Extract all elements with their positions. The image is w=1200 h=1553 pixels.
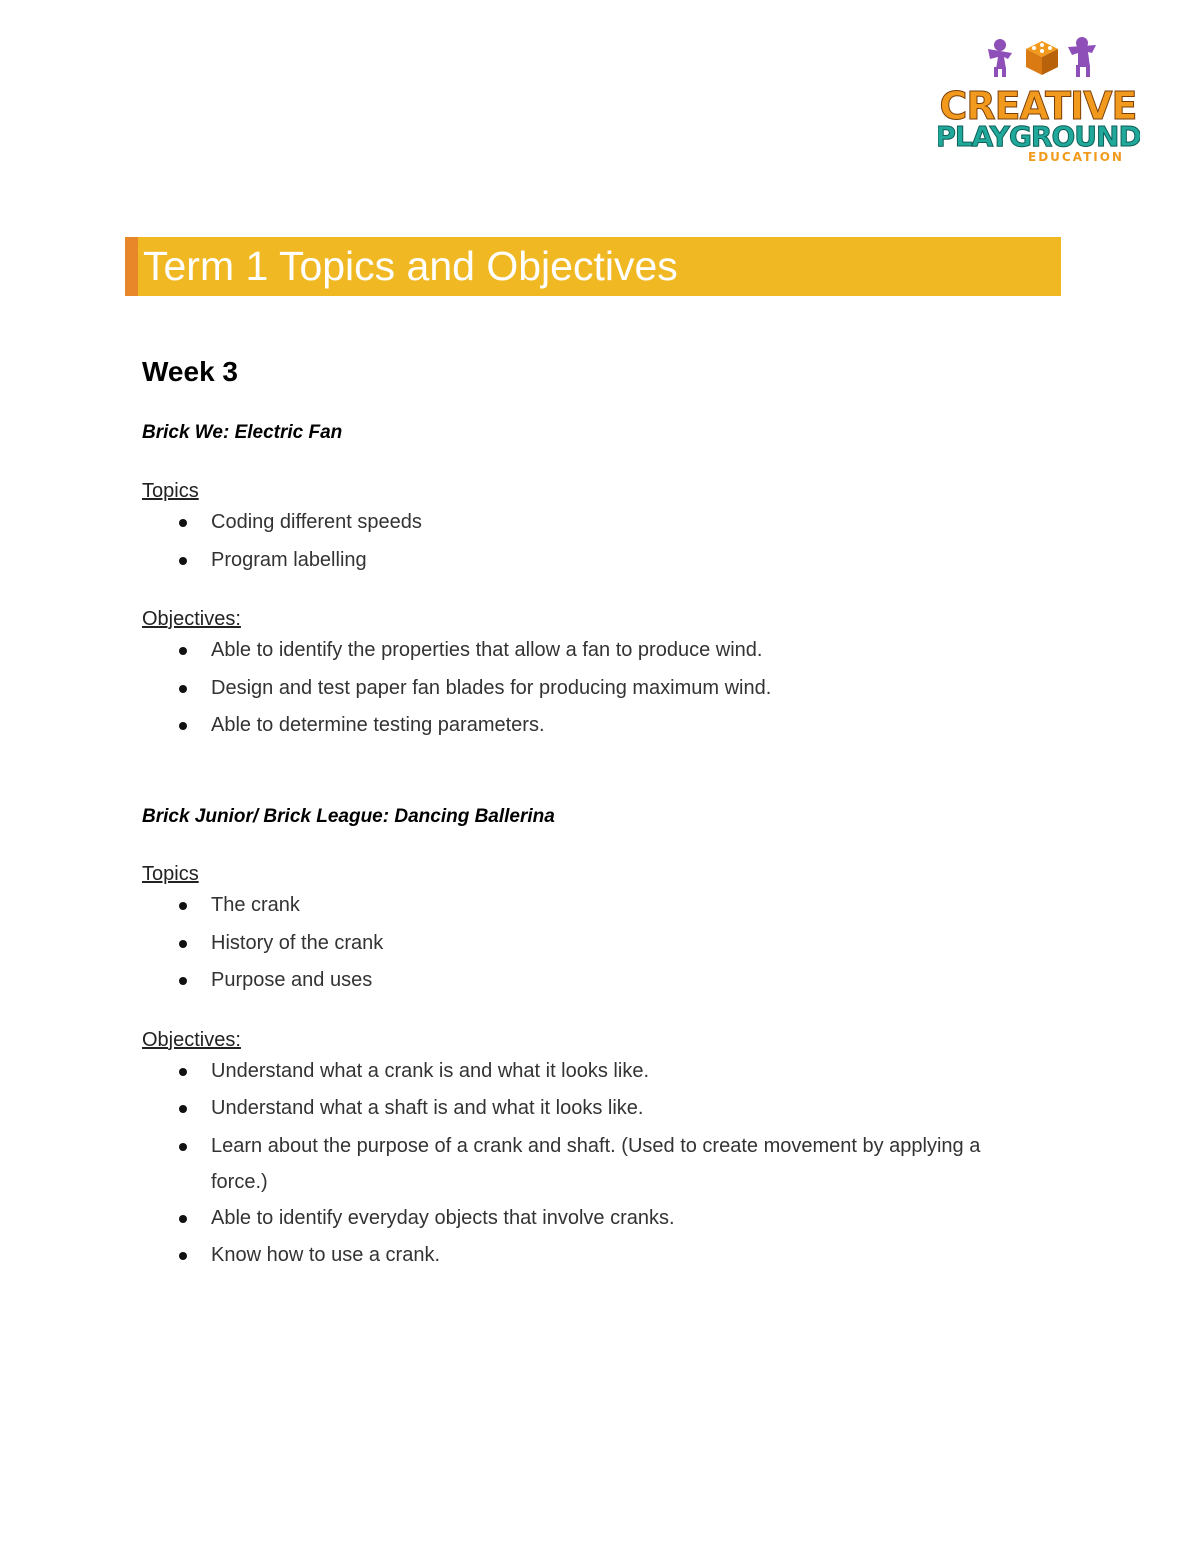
bullet-icon xyxy=(179,1252,187,1260)
bullet-icon xyxy=(179,1143,187,1151)
topics-heading: Topics xyxy=(142,480,199,502)
bullet-icon xyxy=(179,1068,187,1076)
list-item: Able to identify everyday objects that involve cranks. xyxy=(142,1200,1062,1238)
bullet-icon xyxy=(179,557,187,565)
logo-figure-right-icon xyxy=(1068,37,1096,77)
course-title: Brick We: Electric Fan xyxy=(142,422,343,443)
objectives-heading: Objectives: xyxy=(142,1028,241,1051)
logo-block-icon xyxy=(1026,41,1058,75)
bullet-icon xyxy=(179,722,187,730)
course-section-1 xyxy=(142,421,1062,745)
objectives-list xyxy=(142,632,1062,745)
bullet-icon xyxy=(179,1105,187,1113)
bullet-icon xyxy=(179,940,187,948)
bullet-icon xyxy=(179,902,187,910)
banner-accent-bar xyxy=(125,237,138,296)
list-item: Able to identify the properties that allow a fan to produce wind. xyxy=(142,632,1062,670)
topics-list xyxy=(142,887,1062,1000)
list-item: Understand what a crank is and what it looks like. xyxy=(142,1053,1062,1091)
course-title: Brick Junior/ Brick League: Dancing Ballerina xyxy=(142,806,555,827)
list-item: Know how to use a crank. xyxy=(142,1237,1062,1275)
title-banner xyxy=(125,237,1061,296)
objectives-heading: Objectives: xyxy=(142,608,241,630)
bullet-icon xyxy=(179,685,187,693)
list-item: Learn about the purpose of a crank and shaft. (Used to create movement by applying a force.) xyxy=(142,1128,1062,1200)
creative-playground-logo xyxy=(938,35,1140,167)
list-item: History of the crank xyxy=(142,925,1062,963)
list-item: Program labelling xyxy=(142,542,1062,580)
bullet-icon xyxy=(179,519,187,527)
list-item: Coding different speeds xyxy=(142,504,1062,542)
week-heading: Week 3 xyxy=(142,356,238,387)
topics-list xyxy=(142,504,1062,579)
page-title: Term 1 Topics and Objectives xyxy=(143,243,678,289)
list-item: Understand what a shaft is and what it looks like. xyxy=(142,1090,1062,1128)
bullet-icon xyxy=(179,647,187,655)
bullet-icon xyxy=(179,977,187,985)
logo-text-line3: EDUCATION xyxy=(1028,150,1124,164)
logo-figure-left-icon xyxy=(988,39,1012,77)
objectives-list xyxy=(142,1053,1062,1275)
logo-text-line2: PLAYGROUND xyxy=(938,120,1140,153)
list-item: Able to determine testing parameters. xyxy=(142,707,1062,745)
list-item: Design and test paper fan blades for producing maximum wind. xyxy=(142,670,1062,708)
logo-text-line1: CREATIVE xyxy=(939,84,1137,128)
list-item: Purpose and uses xyxy=(142,962,1062,1000)
bullet-icon xyxy=(179,1215,187,1223)
course-section-2 xyxy=(142,805,1062,1275)
list-item: The crank xyxy=(142,887,1062,925)
topics-heading: Topics xyxy=(142,863,199,885)
